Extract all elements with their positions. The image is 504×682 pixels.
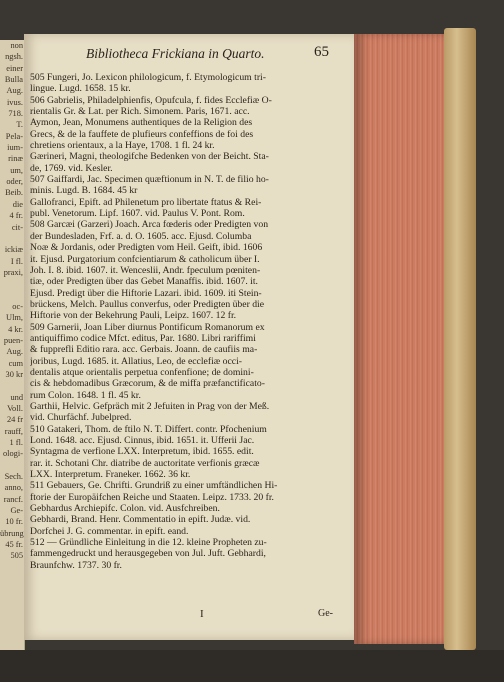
catalog-line: & fupprefli Editio rara. acc. Gerbais. Joann. de caufiis ma- — [30, 344, 258, 356]
margin-fragment: Bulla — [4, 75, 23, 85]
signature-mark: I — [200, 608, 204, 620]
catalog-line: minis. Lugd. B. 1684. 45 kr — [30, 185, 138, 197]
catalog-line: it. Ejusd. Purgatorium confcientiarum & catholicum über I. — [30, 253, 260, 265]
page-edges — [354, 34, 454, 644]
background-shadow — [0, 650, 504, 682]
catalog-line: ftorie der Europäifchen Reiche und Staaten. Leipz. 1733. 20 fr. — [30, 491, 274, 503]
previous-page-margin — [0, 40, 25, 662]
margin-fragment: rauff, — [4, 426, 23, 436]
page-number: 65 — [314, 44, 329, 60]
catalog-line: rientalis Gr. & Lat. per Rich. Simonem. Paris, 1671. acc. — [30, 106, 250, 118]
catalog-line: 512 — Gründliche Einleitung in die 12. kleine Propheten zu- — [30, 537, 267, 549]
margin-fragment — [0, 233, 24, 244]
margin-fragment — [0, 460, 24, 471]
margin-fragment: Voll. — [7, 404, 23, 413]
margin-fragment: anno, — [4, 483, 23, 493]
catalog-line: antiquiffimo codice Mfct. editus, Par. 1680. Libri rariffimi — [30, 332, 256, 344]
margin-fragment: ngsh. — [5, 52, 23, 62]
margin-fragment: die — [12, 199, 23, 209]
margin-fragment: einer — [6, 63, 23, 73]
catalog-line: fammengedruckt und herausgegeben von Jul. Juft. Gebhardi, — [30, 548, 266, 560]
margin-fragment: oder, — [6, 177, 23, 187]
catalog-line: Gebhardus Archiepifc. Colon. vid. Ausfchreiben. — [30, 503, 220, 515]
margin-fragment: Ge- — [10, 506, 23, 516]
margin-fragment: 45 fr. — [5, 540, 23, 550]
catalog-page — [24, 34, 354, 640]
catalog-line: Ejusd. Predigt über die Hiftorie Lazari. ibid. 1609. iti Stein- — [30, 287, 262, 299]
margin-fragment: Pela- — [5, 131, 23, 141]
catalog-line: Garthii, Helvic. Gefpräch mit 2 Jefuiten in Prag von der Meß. — [30, 400, 270, 412]
catalog-line: Syntagma de verfione LXX. Interpretum, ibid. 1655. edit. — [30, 446, 254, 458]
catalog-line: Gallofranci, Epift. ad Philenetum pro libertate ftatus & Rei- — [30, 196, 262, 208]
margin-fragment: 718. — [8, 109, 23, 119]
catalog-line: cis & hebdomadibus Græcorum, & de miffa præfanctificato- — [30, 378, 265, 390]
running-title: Bibliotheca Frickiana in Quarto. — [86, 46, 265, 61]
catalog-line: Aymon, Jean, Monumens authentiques de la Religion des — [30, 117, 253, 129]
margin-fragment: ickiæ — [4, 245, 23, 255]
catalog-line: brückens, Melch. Paullus converfus, oder Predigten über die — [30, 298, 265, 310]
margin-fragment: ivus. — [6, 97, 23, 107]
margin-fragment: Ulm, — [6, 313, 23, 323]
margin-fragment: I fl. — [10, 256, 23, 266]
margin-fragment: Aug. — [6, 86, 23, 96]
book-cover — [444, 28, 476, 650]
catalog-line: 505 Fungeri, Jo. Lexicon philologicum, f. Etymologicum tri- — [30, 72, 266, 83]
margin-fragment — [0, 380, 24, 391]
margin-fragment: oc- — [12, 301, 23, 311]
catalog-line: Braunfchw. 1737. 30 fr. — [30, 559, 122, 571]
margin-fragment: 4 kr. — [8, 324, 23, 334]
margin-fragment: praxi, — [3, 267, 23, 277]
catalog-line: Grecs, & de la fauffete de plufieurs confeffions de foi des — [30, 128, 254, 140]
catalog-line: Dorfchei J. G. commentar. in epift. eand. — [30, 525, 189, 537]
margin-fragment: 505 — [10, 551, 23, 561]
margin-fragment — [0, 290, 24, 301]
catalog-line: lingue. Lugd. 1658. 15 kr. — [30, 83, 131, 95]
margin-fragment: Beib. — [5, 188, 23, 198]
catalog-line: publ. Venetorum. Lipf. 1607. vid. Paulus V. Pont. Rom. — [30, 208, 245, 220]
margin-fragment: cit- — [11, 222, 23, 232]
page-header — [24, 34, 354, 72]
catalog-entries — [30, 72, 351, 571]
margin-fragment: puen- — [3, 335, 23, 345]
catalog-line: dentalis atque orientalis perpetua confenfione; de domini- — [30, 366, 254, 378]
catalog-line: Hiftorie von der Bekehrung Pauli, Leipz. 1607. 12 fr. — [30, 310, 237, 322]
catalog-line: tiæ, oder Predigten über das Gebet Manaffis. ibid. 1607. it. — [30, 276, 258, 288]
margin-fragment: 24 fr — [6, 415, 23, 425]
catalog-line: 509 Garnerii, Joan Liber diurnus Pontificum Romanorum ex — [30, 321, 265, 333]
margin-fragment: ologi- — [2, 449, 23, 459]
catalog-line: chretiens orientaux, a la Haye, 1708. 1 fl. 24 kr. — [30, 140, 215, 152]
catalog-line: vid. Churfächf. Jubelpred. — [30, 412, 132, 424]
catalog-line: joribus, Lugd. 1685. it. Allatius, Leo, de ecclefiæ occi- — [30, 355, 242, 367]
margin-fragment: übrung — [0, 528, 24, 538]
catalog-line: Gebhardi, Brand. Henr. Commentatio in epift. Judæ. vid. — [30, 514, 251, 526]
margin-fragment: rancf. — [3, 494, 23, 504]
margin-fragment: um, — [10, 165, 23, 175]
margin-fragment: 10 fr. — [5, 517, 23, 527]
margin-fragment: non — [10, 41, 23, 50]
margin-fragment: 4 fr. — [9, 211, 23, 221]
catalog-line: der Bundesladen, Frf. a. d. O. 1605. acc. Ejusd. Columba — [30, 230, 252, 242]
margin-fragment: 30 kr — [5, 369, 23, 379]
catalog-line: 506 Gabrielis, Philadelphienfis, Opufcula, f. fides Ecclefiæ O- — [30, 94, 272, 106]
margin-fragment: ium- — [7, 143, 23, 153]
catalog-line: Gærineri, Magni, theologifche Bedenken von der Beicht. Sta- — [30, 151, 269, 163]
catalog-line: de, 1769. vid. Kesler. — [30, 162, 113, 174]
catalog-line: 508 Garcæi (Garzeri) Joach. Arca fœderis oder Predigten von — [30, 219, 269, 231]
catchword: Ge- — [318, 608, 333, 619]
catalog-line: LXX. Interpretum. Franeker. 1662. 36 kr. — [30, 469, 191, 481]
catalog-line: rum Colon. 1648. 1 fl. 45 kr. — [30, 389, 141, 401]
catalog-line: Lond. 1648. acc. Ejusd. Cinnus, ibid. 1651. it. Ufferii Jac. — [30, 435, 255, 446]
catalog-line: 507 Gaiffardi, Jac. Specimen quæftionum in N. T. de filio ho- — [30, 174, 269, 186]
margin-fragment: und — [10, 392, 23, 402]
margin-fragment: Aug. — [6, 347, 23, 357]
margin-fragment: T. — [16, 120, 23, 130]
margin-fragment: 1 fl. — [9, 438, 23, 448]
catalog-line: Joh. I. 8. ibid. 1607. it. Wenceslii, Andr. fpeculum pœniten- — [30, 264, 261, 276]
catalog-line: rar. it. Schotani Chr. diatribe de auctoritate verfionis græcæ — [30, 457, 260, 469]
catalog-line: 511 Gebauers, Ge. Chrifti. Grundriß zu einer umftändlichen Hi- — [30, 480, 278, 492]
margin-fragment: rinæ — [8, 154, 23, 164]
catalog-line: 510 Gatakeri, Thom. de ftilo N. T. Differt. contr. Pfochenium — [30, 423, 267, 435]
margin-fragment: cum — [8, 358, 23, 368]
margin-fragment: Sech. — [4, 472, 23, 482]
catalog-line: Noæ & Jordanis, oder Predigten vom Heil. Geift, ibid. 1606 — [30, 242, 263, 254]
margin-fragment — [0, 278, 24, 289]
